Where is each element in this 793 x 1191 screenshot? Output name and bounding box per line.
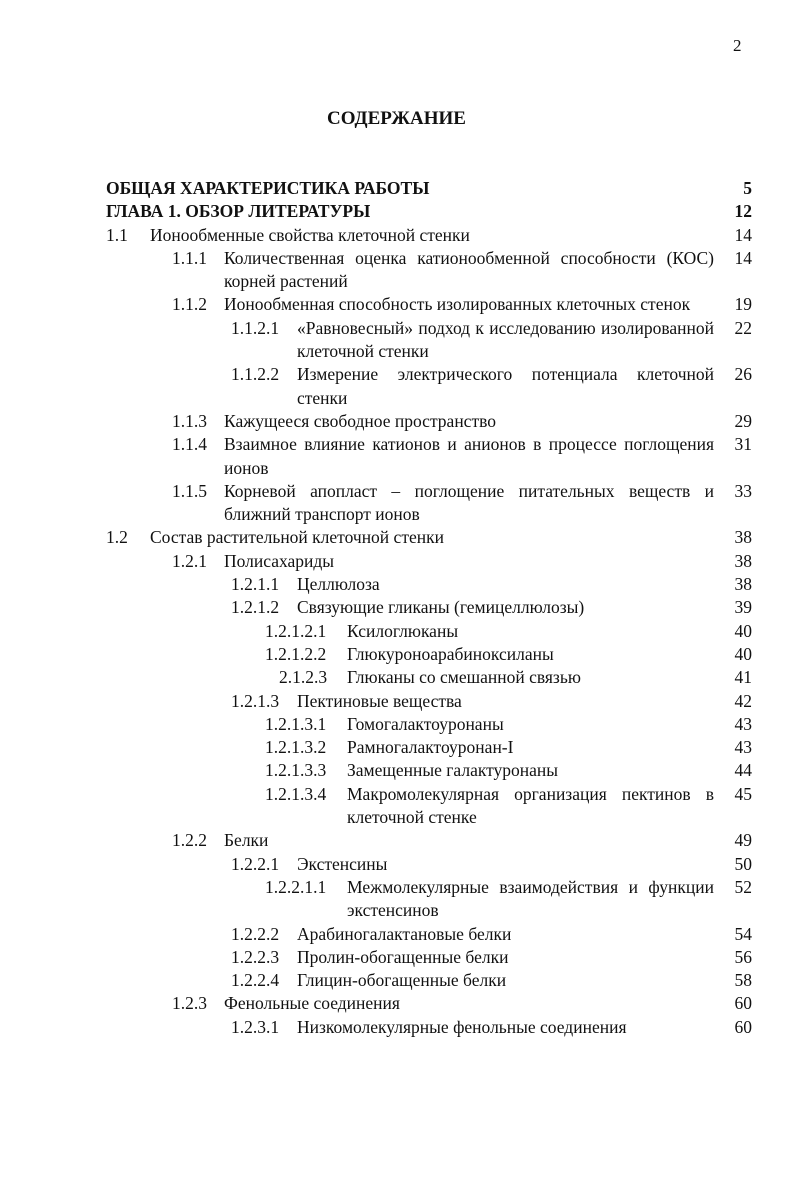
toc-entry-page: 19 — [734, 294, 752, 315]
toc-entry — [106, 690, 752, 713]
toc-entry-number: 1.2.1.1 — [231, 574, 280, 595]
toc-entry-title: Ионообменная способность изолированных клеточных стенок — [224, 294, 691, 315]
toc-entry — [106, 969, 752, 992]
toc-entry-label — [106, 573, 714, 596]
toc-entry-title: ГЛАВА 1. ОБЗОР ЛИТЕРАТУРЫ — [106, 201, 371, 222]
toc-entry-number: 1.2.2.2 — [231, 923, 280, 944]
toc-entry — [106, 736, 752, 759]
toc-entry-title: Глюкуроноарабиноксиланы — [347, 643, 554, 664]
toc-entry-label — [106, 666, 714, 689]
toc-entry — [106, 1016, 752, 1039]
toc-entry-number: 1.2.1.3.4 — [265, 783, 327, 804]
toc-entry-number: 1.2.1.2 — [231, 597, 280, 618]
toc-entry — [106, 177, 752, 200]
toc-entry-page: 39 — [734, 597, 752, 618]
toc-entry-label — [106, 946, 714, 969]
toc-entry-label — [106, 293, 714, 316]
toc-entry-page: 38 — [734, 550, 752, 571]
toc-entry-number: 1.2.3.1 — [231, 1016, 280, 1037]
toc-entry-title: Пролин-обогащенные белки — [297, 946, 509, 967]
toc-entry — [106, 620, 752, 643]
toc-entry-page: 60 — [734, 993, 752, 1014]
toc-entry-title: Замещенные галактуронаны — [347, 760, 559, 781]
toc-entry-title: Низкомолекулярные фенольные соединения — [297, 1016, 627, 1037]
toc-entry-page: 50 — [734, 853, 752, 874]
toc-entry-page: 22 — [734, 317, 752, 338]
toc-entry-page: 38 — [734, 527, 752, 548]
toc-entry-number: 1.2.1.3.1 — [265, 713, 327, 734]
toc-entry-number: 1.1 — [106, 224, 128, 245]
toc-entry — [106, 317, 752, 364]
toc-entry-label — [106, 690, 714, 713]
toc-entry-page: 49 — [734, 830, 752, 851]
toc-entry-page: 33 — [734, 480, 752, 501]
toc-entry-title: Арабиногалактановые белки — [297, 923, 512, 944]
toc-entry-page: 60 — [734, 1016, 752, 1037]
toc-entry-page: 5 — [743, 178, 752, 198]
toc-entry — [106, 433, 752, 480]
toc-entry-label — [106, 596, 714, 619]
toc-entry — [106, 876, 752, 923]
toc-entry — [106, 224, 752, 247]
toc-entry-page: 45 — [734, 783, 752, 804]
toc-entry-page: 40 — [734, 643, 752, 664]
toc-entry — [106, 713, 752, 736]
toc-entry-page: 56 — [734, 946, 752, 967]
toc-entry-number: 1.1.4 — [172, 434, 207, 455]
toc-entry-page: 38 — [734, 574, 752, 595]
toc-entry-number: 1.2.3 — [172, 993, 207, 1014]
toc-entry — [106, 829, 752, 852]
toc-entry — [106, 293, 752, 316]
toc-entry-label — [106, 526, 714, 549]
page-number: 2 — [733, 36, 742, 55]
toc-entry-title: Гомогалактоуронаны — [347, 713, 504, 734]
toc-entry-label — [106, 620, 714, 643]
toc-entry — [106, 923, 752, 946]
toc-entry-number: 1.2.1.3.3 — [265, 760, 327, 781]
toc-entry-label — [106, 433, 714, 480]
toc-entry-label — [106, 643, 714, 666]
toc-entry-title: Пектиновые вещества — [297, 690, 462, 711]
toc-entry — [106, 643, 752, 666]
toc-entry-page: 12 — [734, 201, 752, 222]
toc-entry — [106, 666, 752, 689]
toc-entry-number: 1.1.3 — [172, 410, 207, 431]
toc-entry-label — [106, 410, 714, 433]
toc-entry-title: Фенольные соединения — [224, 993, 400, 1014]
toc-entry-page: 42 — [734, 690, 752, 711]
toc-entry-page: 26 — [734, 364, 752, 385]
toc-entry-number: 1.1.2.2 — [231, 364, 280, 385]
toc-entry-label — [106, 829, 714, 852]
toc-entry-title: ОБЩАЯ ХАРАКТЕРИСТИКА РАБОТЫ — [106, 178, 430, 198]
toc-entry-page: 54 — [734, 923, 752, 944]
toc-entry-title: Количественная оценка катионообменной способности (КОС) корней растений — [224, 247, 714, 292]
toc-entry-number: 1.2 — [106, 527, 128, 548]
toc-entry-title: Глицин-обогащенные белки — [297, 970, 507, 991]
toc-entry-title: Белки — [224, 830, 269, 851]
toc-entry — [106, 853, 752, 876]
toc-entry — [106, 946, 752, 969]
toc-entry-number: 1.2.2.3 — [231, 946, 280, 967]
toc-entry — [106, 526, 752, 549]
toc-entry-label — [106, 317, 714, 364]
toc-entry-page: 44 — [734, 760, 752, 781]
toc-entry — [106, 247, 752, 294]
toc-entry-title: Межмолекулярные взаимодействия и функции экстенсинов — [347, 876, 714, 921]
toc-entry-title: Связующие гликаны (гемицеллюлозы) — [297, 597, 585, 618]
toc-entry-label — [106, 783, 714, 830]
toc-entry-label — [106, 923, 714, 946]
toc-entry-title: Рамногалактоуронан-I — [347, 737, 514, 758]
toc-entry — [106, 992, 752, 1015]
toc-entry-label — [106, 247, 714, 294]
toc-entry-title: Глюканы со смешанной связью — [347, 667, 581, 688]
toc-entry-page: 58 — [734, 970, 752, 991]
toc-entry-number: 1.2.2.1.1 — [265, 876, 327, 897]
toc-entry-title: Кажущееся свободное пространство — [224, 410, 496, 431]
toc-entry-title: Измерение электрического потенциала клеточной стенки — [297, 364, 714, 408]
toc-entry-title: Макромолекулярная организация пектинов в клеточной стенке — [347, 783, 714, 828]
toc-entry-label — [106, 876, 714, 923]
toc-entry-label — [106, 853, 714, 876]
toc-entry — [106, 480, 752, 527]
toc-entry-number: 1.2.1.2.2 — [265, 643, 327, 664]
toc-entry-page: 31 — [734, 434, 752, 455]
toc-entry-number: 1.1.1 — [172, 247, 207, 268]
page-title: СОДЕРЖАНИЕ — [327, 108, 466, 129]
toc-entry — [106, 363, 752, 410]
toc-entry-title: Ксилоглюканы — [347, 620, 459, 641]
toc-entry-label — [106, 992, 714, 1015]
toc-entry-label — [106, 224, 714, 247]
toc-entry-page: 40 — [734, 620, 752, 641]
toc-entry-label — [106, 363, 714, 410]
table-of-contents — [106, 177, 752, 1039]
toc-entry-page: 43 — [734, 713, 752, 734]
toc-entry-title: Состав растительной клеточной стенки — [150, 527, 444, 548]
toc-entry-page: 29 — [734, 410, 752, 431]
toc-entry-label — [106, 969, 714, 992]
toc-entry-label — [106, 550, 714, 573]
toc-entry-number: 1.2.1.3.2 — [265, 737, 327, 758]
toc-entry-title: Целлюлоза — [297, 574, 380, 595]
toc-entry-title: Корневой апопласт – поглощение питательных веществ и ближний транспорт ионов — [224, 480, 714, 525]
toc-entry-label — [106, 480, 714, 527]
toc-entry-title: Экстенсины — [297, 853, 388, 874]
toc-entry-page: 41 — [734, 667, 752, 688]
toc-entry-number: 1.1.2.1 — [231, 317, 280, 338]
toc-entry-label — [106, 713, 714, 736]
toc-entry-number: 1.2.2.1 — [231, 853, 280, 874]
toc-entry-label — [106, 177, 714, 200]
toc-entry-page: 43 — [734, 737, 752, 758]
toc-entry — [106, 410, 752, 433]
toc-entry-number: 1.2.2 — [172, 830, 207, 851]
toc-entry-page: 14 — [734, 247, 752, 268]
toc-entry-title: Полисахариды — [224, 550, 335, 571]
toc-entry — [106, 596, 752, 619]
toc-entry-number: 1.1.2 — [172, 294, 207, 315]
toc-entry-number: 1.2.1 — [172, 550, 207, 571]
toc-entry-title: Взаимное влияние катионов и анионов в процессе поглощения ионов — [224, 434, 714, 478]
toc-entry-page: 14 — [734, 224, 752, 245]
toc-entry-label — [106, 1016, 714, 1039]
toc-entry-number: 1.1.5 — [172, 480, 207, 501]
toc-entry — [106, 200, 752, 223]
toc-entry-label — [106, 759, 714, 782]
toc-entry-number: 2.1.2.3 — [279, 667, 328, 688]
toc-entry-page: 52 — [734, 876, 752, 897]
toc-entry-number: 1.2.2.4 — [231, 970, 280, 991]
toc-entry — [106, 573, 752, 596]
toc-entry — [106, 550, 752, 573]
toc-entry — [106, 759, 752, 782]
toc-entry-title: Ионообменные свойства клеточной стенки — [150, 224, 470, 245]
toc-entry — [106, 783, 752, 830]
toc-entry-number: 1.2.1.2.1 — [265, 620, 327, 641]
toc-entry-number: 1.2.1.3 — [231, 690, 280, 711]
toc-entry-label — [106, 736, 714, 759]
toc-entry-title: «Равновесный» подход к исследованию изолированной клеточной стенки — [297, 317, 714, 362]
toc-entry-label — [106, 200, 714, 223]
